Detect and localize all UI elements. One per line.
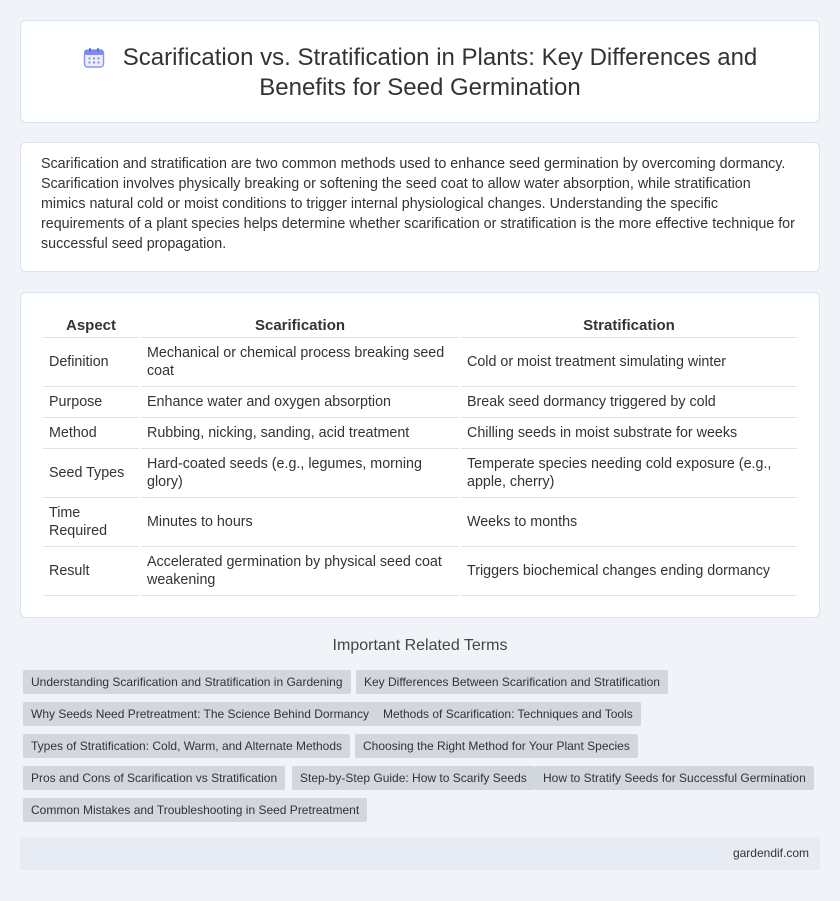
cell-aspect: Result (43, 547, 139, 596)
cell-stratification: Weeks to months (461, 498, 797, 547)
title-line-2: Benefits for Seed Germination (259, 74, 581, 101)
cell-stratification: Break seed dormancy triggered by cold (461, 387, 797, 418)
related-term-tag[interactable]: Pros and Cons of Scarification vs Stratification (23, 766, 285, 790)
title-line-1: Scarification vs. Stratification in Plants: Key Differences and (122, 44, 758, 71)
related-term-tag[interactable]: Choosing the Right Method for Your Plant Species (355, 734, 638, 758)
comparison-table (41, 310, 799, 596)
comparison-table-card (20, 292, 820, 618)
table-row (43, 547, 797, 596)
cell-stratification: Chilling seeds in moist substrate for weeks (461, 418, 797, 449)
related-term-tag[interactable]: Why Seeds Need Pretreatment: The Science Behind Dormancy (23, 702, 377, 726)
header-card (20, 20, 820, 123)
table-row (43, 338, 797, 387)
intro-card (20, 142, 820, 272)
related-term-tag[interactable]: Methods of Scarification: Techniques and Tools (375, 702, 641, 726)
cell-aspect: Seed Types (43, 449, 139, 498)
cell-scarification: Rubbing, nicking, sanding, acid treatment (141, 418, 459, 449)
footer (20, 837, 820, 870)
table-row (43, 418, 797, 449)
intro-paragraph: Scarification and stratification are two common methods used to enhance seed germination by overcoming dormancy. Scarification involves physically breaking or softening the seed coat to allow water absorption, while stratification mimics natural cold or moist conditions to trigger internal physiological changes. Understanding the specific requirements of a plant species helps determine whether scarification or stratification is the more effective technique for successful seed propagation. (41, 156, 795, 252)
cell-scarification: Hard-coated seeds (e.g., legumes, morning glory) (141, 449, 459, 498)
cell-aspect: Definition (43, 338, 139, 387)
table-row (43, 449, 797, 498)
footer-site-link[interactable]: gardendif.com (732, 846, 809, 860)
cell-aspect: Method (43, 418, 139, 449)
header-stratification: Stratification (461, 310, 797, 338)
cell-aspect: Purpose (43, 387, 139, 418)
table-row (43, 387, 797, 418)
related-term-tag[interactable]: Types of Stratification: Cold, Warm, and Alternate Methods (23, 734, 350, 758)
related-term-tag[interactable]: How to Stratify Seeds for Successful Germination (535, 766, 814, 790)
table-header-row (43, 310, 797, 338)
cell-scarification: Enhance water and oxygen absorption (141, 387, 459, 418)
cell-scarification: Minutes to hours (141, 498, 459, 547)
header-aspect: Aspect (43, 310, 139, 338)
related-terms-title: Important Related Terms (332, 637, 508, 654)
cell-scarification: Mechanical or chemical process breaking seed coat (141, 338, 459, 387)
cell-stratification: Temperate species needing cold exposure (e.g., apple, cherry) (461, 449, 797, 498)
table-row (43, 498, 797, 547)
cell-scarification: Accelerated germination by physical seed coat weakening (141, 547, 459, 596)
related-term-tag[interactable]: Common Mistakes and Troubleshooting in Seed Pretreatment (23, 798, 367, 822)
page-title (21, 43, 819, 103)
related-term-tag[interactable]: Step-by-Step Guide: How to Scarify Seeds (292, 766, 535, 790)
header-scarification: Scarification (141, 310, 459, 338)
cell-stratification: Triggers biochemical changes ending dormancy (461, 547, 797, 596)
related-term-tag[interactable]: Key Differences Between Scarification and Stratification (356, 670, 668, 694)
related-term-tag[interactable]: Understanding Scarification and Stratification in Gardening (23, 670, 351, 694)
cell-aspect: Time Required (43, 498, 139, 547)
cell-stratification: Cold or moist treatment simulating winter (461, 338, 797, 387)
